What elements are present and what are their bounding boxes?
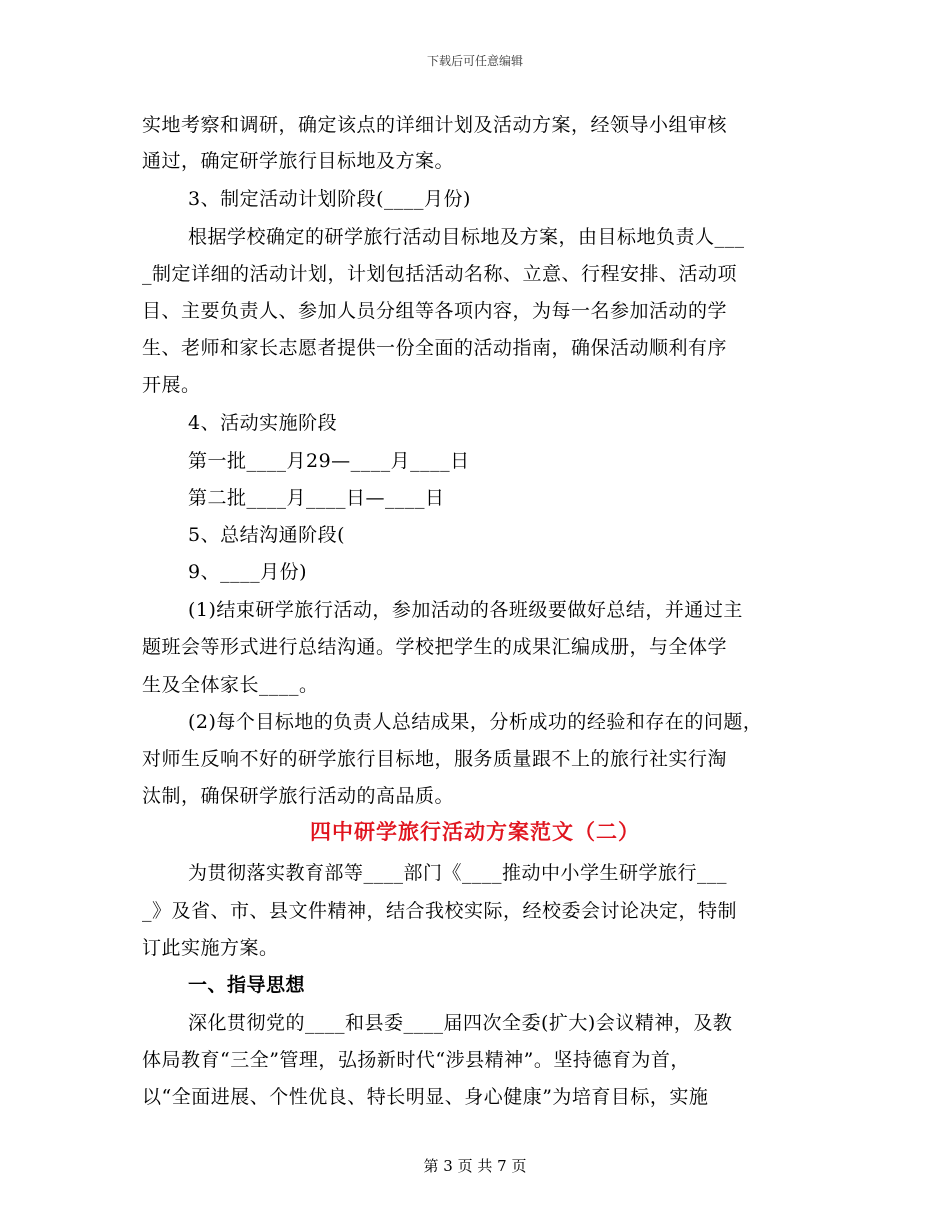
paragraph-line: _》及省、市、县文件精神，结合我校实际，经校委会讨论决定，特制 xyxy=(142,900,738,922)
batch-1-line: 第一批____月29—____月____日 xyxy=(188,450,470,472)
paragraph-line: 以“全面进展、个性优良、特长明显、身心健康”为培育目标，实施 xyxy=(142,1086,709,1108)
page-footer: 第 3 页 共 7 页 xyxy=(423,1157,527,1175)
paragraph-line: 为贯彻落实教育部等____部门《____推动中小学生研学旅行___ xyxy=(188,862,728,884)
subheading-stage-3: 3、制定活动计划阶段(____月份) xyxy=(188,188,471,210)
paragraph-line: 目、主要负责人、参加人员分组等各项内容，为每一名参加活动的学 xyxy=(142,300,728,322)
paragraph-line: 深化贯彻党的____和县委____届四次全委(扩大)会议精神，及教 xyxy=(188,1012,733,1034)
paragraph-line: (2)每个目标地的负责人总结成果，分析成功的经验和存在的问题， xyxy=(188,711,763,733)
paragraph-line: 生及全体家长____。 xyxy=(142,674,319,696)
paragraph-line: 开展。 xyxy=(142,374,201,396)
subheading-guiding-ideology: 一、指导思想 xyxy=(188,974,306,996)
paragraph-line: 汰制，确保研学旅行活动的高品质。 xyxy=(142,785,455,807)
paragraph-line: 实地考察和调研，确定该点的详细计划及活动方案，经领导小组审核 xyxy=(142,114,728,136)
page-header: 下载后可任意编辑 xyxy=(426,54,523,68)
paragraph-line: 订此实施方案。 xyxy=(142,937,279,959)
subheading-stage-5: 5、总结沟通阶段( xyxy=(188,524,346,546)
paragraph-line: 通过，确定研学旅行目标地及方案。 xyxy=(142,150,455,172)
paragraph-line: 题班会等形式进行总结沟通。学校把学生的成果汇编成册，与全体学 xyxy=(142,636,728,658)
batch-2-line: 第二批____月____日—____日 xyxy=(188,487,445,509)
section-title: 四中研学旅行活动方案范文（二） xyxy=(310,819,640,844)
paragraph-line: 9、____月份) xyxy=(188,561,308,583)
paragraph-line: _制定详细的活动计划，计划包括活动名称、立意、行程安排、活动项 xyxy=(142,263,738,285)
paragraph-line: (1)结束研学旅行活动，参加活动的各班级要做好总结，并通过主 xyxy=(188,599,743,621)
paragraph-line: 对师生反响不好的研学旅行目标地，服务质量跟不上的旅行社实行淘 xyxy=(142,748,728,770)
paragraph-line: 生、老师和家长志愿者提供一份全面的活动指南，确保活动顺利有序 xyxy=(142,337,728,359)
paragraph-line: 体局教育“三全”管理，弘扬新时代“涉县精神”。坚持德育为首， xyxy=(142,1049,690,1071)
subheading-stage-4: 4、活动实施阶段 xyxy=(188,412,338,434)
paragraph-line: 根据学校确定的研学旅行活动目标地及方案，由目标地负责人___ xyxy=(188,226,745,248)
